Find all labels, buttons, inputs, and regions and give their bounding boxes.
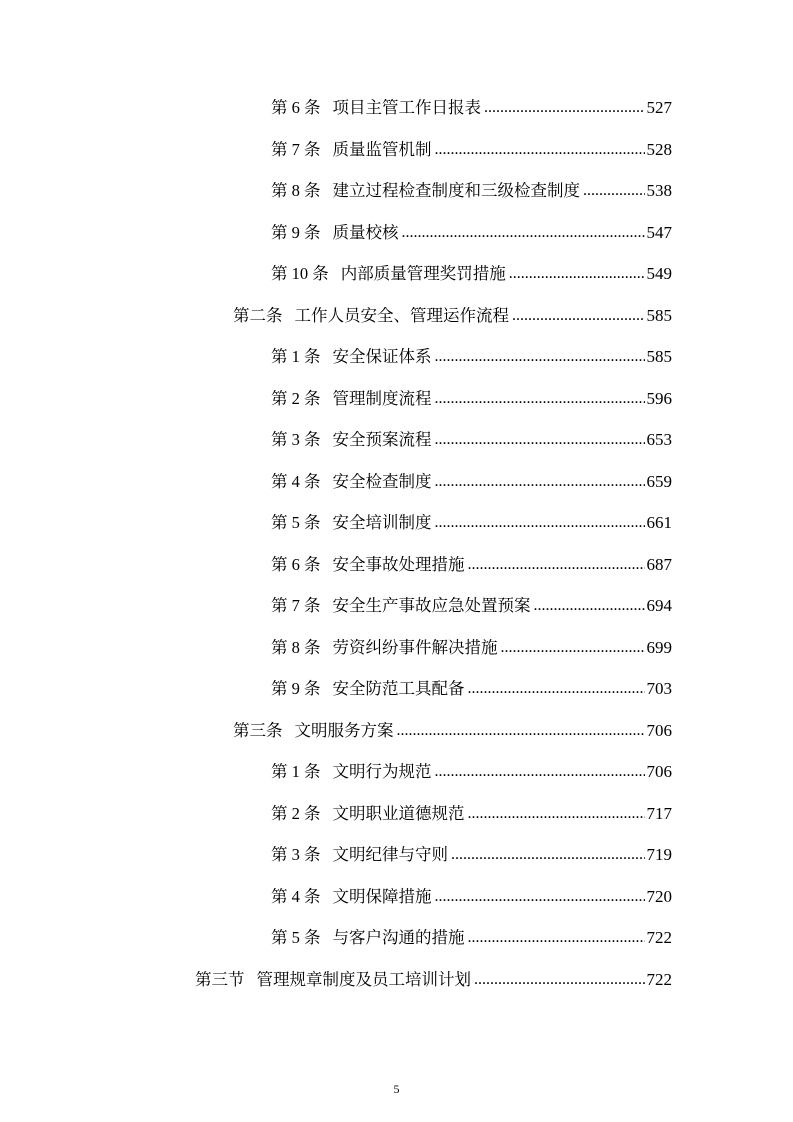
toc-entry-page: 722: [646, 969, 672, 989]
toc-entry-number: 第 9 条: [271, 679, 321, 698]
toc-entry-title: 文明保障措施: [332, 886, 432, 906]
toc-entry[interactable]: [233, 713, 672, 749]
toc-entry-number: 第 8 条: [271, 637, 321, 657]
toc-entry-page: 687: [646, 554, 672, 574]
toc-entry[interactable]: [271, 173, 672, 209]
toc-entry[interactable]: [195, 962, 672, 998]
toc-entry-number: 第 7 条: [271, 596, 321, 615]
toc-entry[interactable]: [271, 215, 672, 251]
toc-entry-page: 703: [646, 679, 672, 698]
toc-entry-page: 547: [646, 222, 672, 242]
toc-entry-page: 549: [646, 264, 672, 283]
toc-dot-leader: [435, 339, 645, 375]
toc-entry-number: 第 8 条: [271, 181, 321, 200]
toc-dot-leader: [435, 505, 645, 541]
toc-dot-leader: [512, 298, 645, 334]
toc-entry-title: 文明服务方案: [294, 720, 394, 740]
toc-entry-number: 第三条: [233, 720, 283, 740]
toc-entry-title: 与客户沟通的措施: [332, 928, 465, 947]
toc-entry-number: 第 3 条: [271, 845, 321, 864]
toc-entry-title: 管理制度流程: [332, 388, 432, 408]
toc-entry-title: 劳资纠纷事件解决措施: [332, 637, 498, 657]
toc-entry-page: 538: [646, 181, 672, 200]
toc-entry-title: 工作人员安全、管理运作流程: [294, 305, 509, 325]
toc-entry-title: 建立过程检查制度和三级检查制度: [332, 181, 580, 200]
toc-entry[interactable]: [271, 547, 672, 583]
toc-dot-leader: [397, 713, 645, 749]
toc-entry-title: 内部质量管理奖罚措施: [340, 264, 506, 283]
toc-entry[interactable]: [271, 588, 672, 624]
toc-entry-page: 720: [646, 886, 672, 906]
toc-entry-page: 717: [646, 803, 672, 823]
toc-entry-page: 706: [646, 762, 672, 781]
toc-entry-title: 文明职业道德规范: [332, 803, 465, 823]
toc-entry[interactable]: [233, 298, 672, 334]
toc-entry-title: 安全保证体系: [332, 347, 432, 366]
toc-entry-page: 527: [646, 98, 672, 117]
toc-dot-leader: [402, 215, 645, 251]
toc-entry-title: 文明纪律与守则: [332, 845, 448, 864]
toc-entry-page: 528: [646, 139, 672, 159]
toc-dot-leader: [468, 796, 645, 832]
toc-entry-page: 706: [646, 720, 672, 740]
toc-entry[interactable]: [271, 90, 672, 126]
toc-entry[interactable]: [271, 381, 672, 417]
toc-entry[interactable]: [271, 879, 672, 915]
toc-entry-number: 第二条: [233, 305, 283, 325]
toc-entry[interactable]: [271, 256, 672, 292]
toc-entry-number: 第 10 条: [271, 264, 329, 283]
toc-entry-number: 第 3 条: [271, 430, 321, 449]
toc-entry[interactable]: [271, 464, 672, 500]
toc-entry-page: 659: [646, 471, 672, 491]
toc-entry-number: 第 1 条: [271, 347, 321, 366]
toc-entry-title: 管理规章制度及员工培训计划: [256, 969, 471, 989]
toc-entry-page: 653: [646, 430, 672, 449]
toc-entry-title: 安全生产事故应急处置预案: [332, 596, 531, 615]
toc-entry-page: 585: [646, 305, 672, 325]
toc-entry-number: 第 5 条: [271, 513, 321, 532]
toc-dot-leader: [534, 588, 645, 624]
toc-entry-number: 第 6 条: [271, 554, 321, 574]
toc-entry-page: 722: [646, 928, 672, 947]
toc-dot-leader: [468, 920, 645, 956]
toc-entry-title: 安全检查制度: [332, 471, 432, 491]
toc-entry-title: 项目主管工作日报表: [332, 98, 481, 117]
toc-dot-leader: [435, 422, 645, 458]
toc-entry-title: 安全培训制度: [332, 513, 432, 532]
toc-entry-title: 质量监管机制: [332, 139, 432, 159]
toc-entry-page: 661: [646, 513, 672, 532]
toc-entry-number: 第 5 条: [271, 928, 321, 947]
toc-entry-title: 安全事故处理措施: [332, 554, 465, 574]
toc-dot-leader: [435, 381, 645, 417]
toc-entry[interactable]: [271, 630, 672, 666]
page-number: 5: [393, 1082, 400, 1096]
toc-entry-number: 第 2 条: [271, 803, 321, 823]
toc-dot-leader: [484, 90, 645, 126]
toc-dot-leader: [435, 879, 645, 915]
toc-entry-number: 第 1 条: [271, 762, 321, 781]
toc-dot-leader: [509, 256, 645, 292]
toc-dot-leader: [435, 464, 645, 500]
toc-dot-leader: [583, 173, 645, 209]
toc-entry-page: 585: [646, 347, 672, 366]
toc-entry[interactable]: [271, 671, 672, 707]
toc-entry-page: 699: [646, 637, 672, 657]
toc-entry-page: 694: [646, 596, 672, 615]
toc-entry-number: 第 9 条: [271, 222, 321, 242]
toc-entry-title: 安全防范工具配备: [332, 679, 465, 698]
toc-entry[interactable]: [271, 920, 672, 956]
toc-entry-number: 第 7 条: [271, 139, 321, 159]
toc-entry-page: 719: [646, 845, 672, 864]
toc-entry-page: 596: [646, 388, 672, 408]
toc-entry[interactable]: [271, 837, 672, 873]
toc-entry[interactable]: [271, 339, 672, 375]
toc-entry-number: 第 6 条: [271, 98, 321, 117]
toc-dot-leader: [451, 837, 645, 873]
toc-entry[interactable]: [271, 796, 672, 832]
toc-entry[interactable]: [271, 754, 672, 790]
toc-entry[interactable]: [271, 422, 672, 458]
toc-dot-leader: [435, 754, 645, 790]
toc-entry-number: 第 4 条: [271, 471, 321, 491]
toc-entry-title: 安全预案流程: [332, 430, 432, 449]
toc-entry-number: 第 4 条: [271, 886, 321, 906]
toc-dot-leader: [468, 671, 645, 707]
toc-dot-leader: [468, 547, 645, 583]
toc-entry-number: 第三节: [195, 969, 245, 989]
toc-dot-leader: [435, 132, 645, 168]
toc-entry-title: 质量校核: [332, 222, 399, 242]
toc-entry[interactable]: [271, 132, 672, 168]
toc-entry[interactable]: [271, 505, 672, 541]
toc-dot-leader: [474, 962, 645, 998]
toc-dot-leader: [501, 630, 645, 666]
toc-entry-number: 第 2 条: [271, 388, 321, 408]
toc-entry-title: 文明行为规范: [332, 762, 432, 781]
